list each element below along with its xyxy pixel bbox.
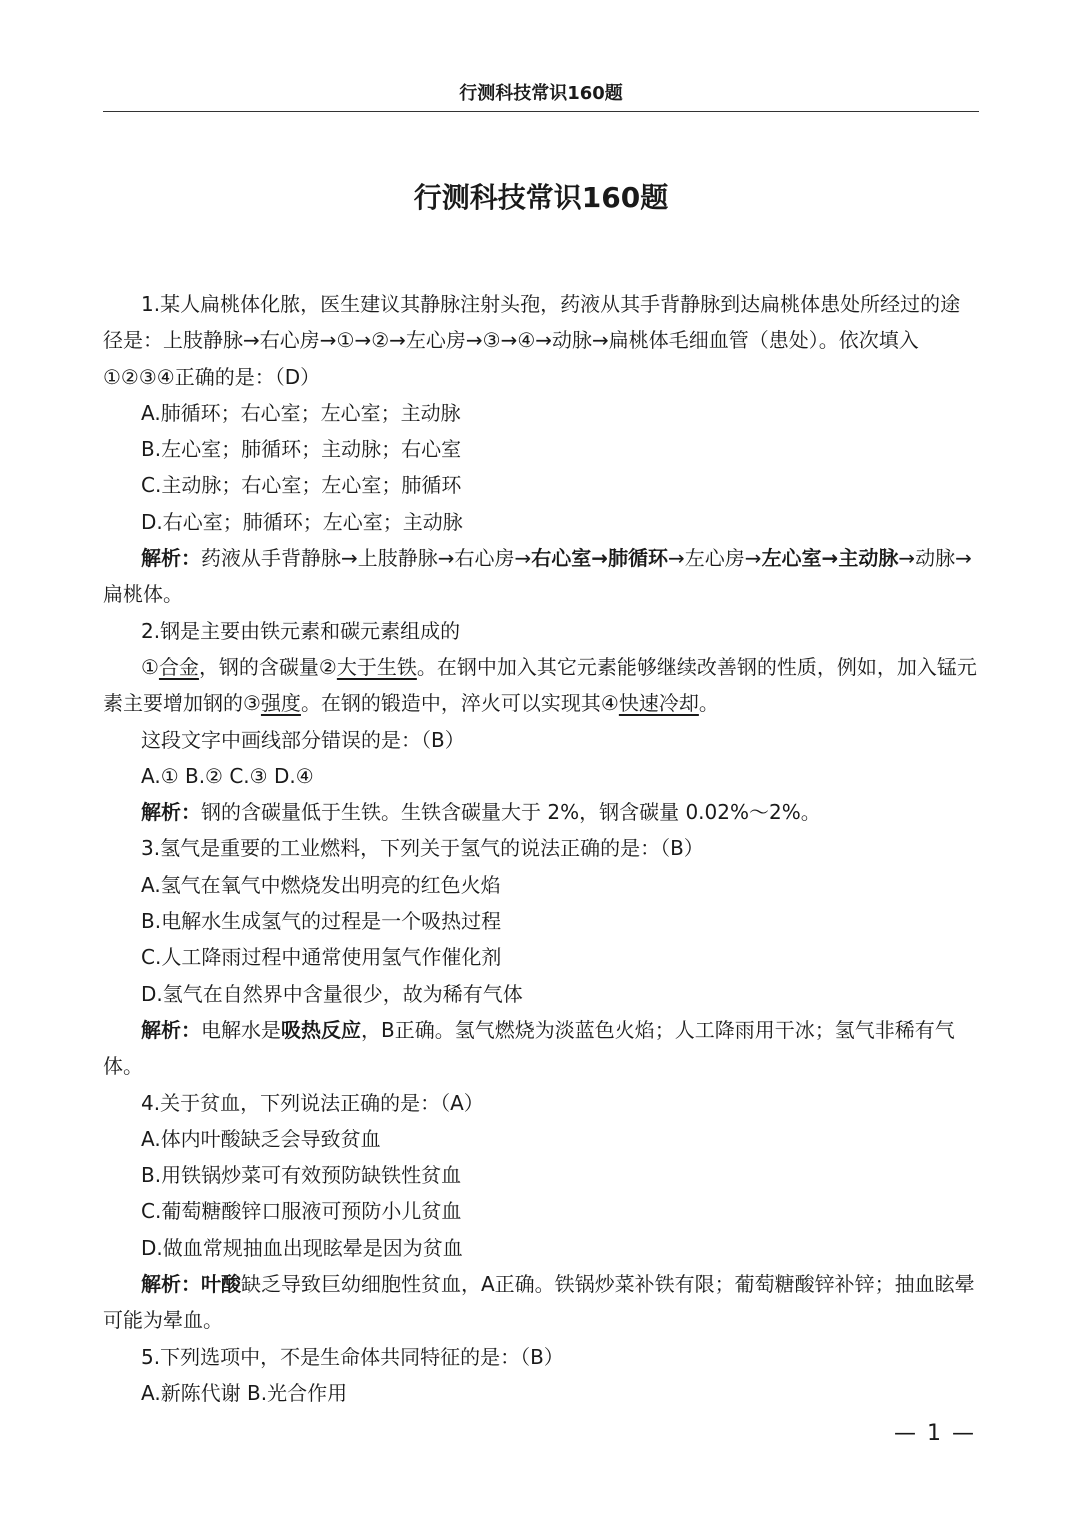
- q4-stem: 4.关于贫血，下列说法正确的是：（A）: [141, 1090, 484, 1115]
- q1-analysis-emphasis: 左心室→主动脉: [761, 546, 899, 571]
- q3-option-d: D.氢气在自然界中含量很少，故为稀有气体: [141, 981, 523, 1006]
- q2-passage: [103, 649, 979, 722]
- q1-option-d: D.右心室；肺循环；左心室；主动脉: [141, 509, 463, 534]
- q1-analysis-text: 药液从手背静脉→上肢静脉→右心房→: [201, 546, 532, 571]
- q3-analysis-text: ，B正确。氢气燃烧为淡蓝色火焰；人工降雨用干冰；氢气非稀有气体。: [103, 1017, 955, 1079]
- q4-option-c: C.葡萄糖酸锌口服液可预防小儿贫血: [141, 1199, 462, 1224]
- q1-analysis-text: →动脉→扁桃体。: [103, 546, 972, 607]
- q4-option-b: B.用铁锅炒菜可有效预防缺铁性贫血: [141, 1163, 462, 1188]
- q2-analysis: [103, 794, 979, 830]
- underlined-text: 大于生铁: [336, 654, 417, 679]
- q3-stem: 3.氢气是重要的工业燃料，下列关于氢气的说法正确的是：（B）: [141, 836, 704, 861]
- q3-option-b: B.电解水生成氢气的过程是一个吸热过程: [141, 909, 502, 934]
- passage-text: 。在钢的锻造中，淬火可以实现其④: [300, 691, 619, 716]
- q3-option-c: C.人工降雨过程中通常使用氢气作催化剂: [141, 945, 502, 970]
- analysis-label: 解析：: [141, 1272, 201, 1297]
- q4-option-d: D.做血常规抽血出现眩晕是因为贫血: [141, 1235, 463, 1260]
- q3-analysis: [103, 1012, 979, 1085]
- underlined-text: 合金: [158, 654, 199, 679]
- q3-option-a: A.氢气在氧气中燃烧发出明亮的红色火焰: [141, 872, 501, 897]
- passage-text: 。: [698, 691, 719, 716]
- page-number: — 1 —: [894, 1421, 976, 1446]
- q1-analysis-emphasis: 右心室→肺循环: [531, 546, 669, 571]
- analysis-label: 解析：: [141, 800, 201, 825]
- underlined-text: 快速冷却: [618, 691, 699, 716]
- q1-analysis: [103, 540, 979, 613]
- running-header: 行测科技常识160题: [459, 83, 623, 104]
- header-divider: [103, 111, 979, 112]
- document-body: [103, 286, 979, 1411]
- q1-analysis-text: →左心房→: [668, 546, 762, 571]
- passage-text: 。在钢中加入其它元素能够继续改善钢的性质，例如，加入锰元素主要增加钢的③: [103, 654, 977, 716]
- analysis-label: 解析：: [141, 1017, 201, 1042]
- q2-options: A.① B.② C.③ D.④: [141, 763, 314, 788]
- passage-text: ，钢的含碳量②: [198, 654, 337, 679]
- q4-analysis-emphasis: 叶酸: [201, 1272, 241, 1297]
- q1-option-b: B.左心室；肺循环；主动脉；右心室: [141, 437, 462, 462]
- q5-stem: 5.下列选项中，不是生命体共同特征的是：（B）: [141, 1344, 564, 1369]
- q1-stem: 1.某人扁桃体化脓，医生建议其静脉注射头孢，药液从其手背静脉到达扁桃体患处所经过的途径是：上肢静脉→右心房→①→②→左心房→③→④→动脉→扁桃体毛细血管（患处）。依次填入①②③④正确的是：（D）: [103, 292, 961, 389]
- q3-analysis-text: 电解水是: [201, 1017, 281, 1042]
- q4-analysis: [103, 1266, 979, 1339]
- q5-options: A.新陈代谢 B.光合作用: [141, 1380, 348, 1405]
- q2-analysis-text: 钢的含碳量低于生铁。生铁含碳量大于 2%，钢含碳量 0.02%～2%。: [201, 800, 821, 825]
- q2-stem: 2.钢是主要由铁元素和碳元素组成的: [141, 618, 461, 643]
- analysis-label: 解析：: [141, 546, 201, 571]
- q2-question: 这段文字中画线部分错误的是：（B）: [141, 727, 465, 752]
- q4-option-a: A.体内叶酸缺乏会导致贫血: [141, 1126, 381, 1151]
- underlined-text: 强度: [260, 691, 301, 716]
- q1-option-c: C.主动脉；右心室；左心室；肺循环: [141, 473, 462, 498]
- q1-option-a: A.肺循环；右心室；左心室；主动脉: [141, 400, 461, 425]
- marker: ①: [141, 654, 159, 679]
- page-title: 行测科技常识160题: [413, 181, 669, 214]
- q4-analysis-text: 缺乏导致巨幼细胞性贫血，A正确。铁锅炒菜补铁有限；葡萄糖酸锌补锌；抽血眩晕可能为晕血。: [103, 1272, 975, 1333]
- q3-analysis-emphasis: 吸热反应: [281, 1017, 361, 1042]
